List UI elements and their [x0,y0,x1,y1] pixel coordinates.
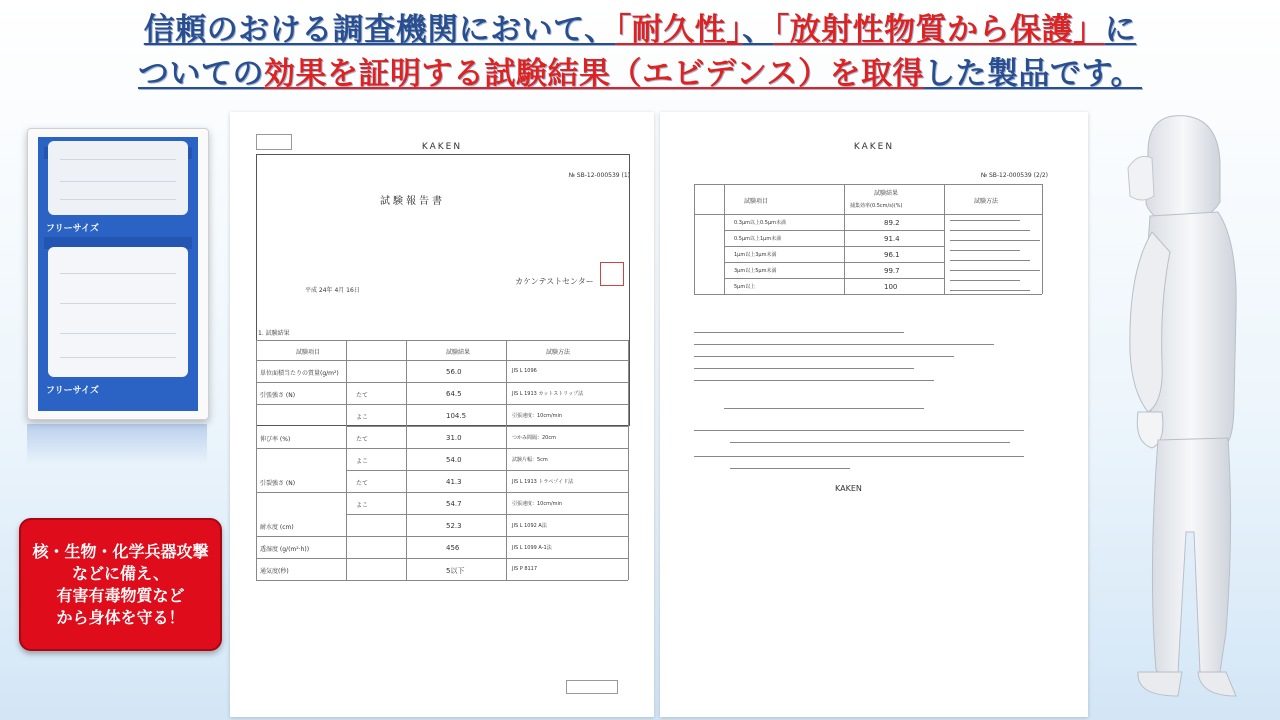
doc1-row-value: 52.3 [446,522,462,530]
doc2-row-value: 91.4 [884,235,900,243]
table-column-rule [724,184,725,294]
doc1-row-sub: よこ [356,458,369,465]
table-column-rule [694,184,695,294]
doc1-title: 試験報告書 [380,196,445,207]
table-rule [256,536,628,537]
doc1-row-item: 伸び率 (%) [260,436,291,443]
doc2-note-line [724,408,924,409]
crease [60,273,176,274]
headline [0,8,1280,96]
callout-line-2: などに備え、 [72,564,169,583]
package-background [38,137,198,411]
doc1-column-header: 試験項目 [296,349,321,356]
table-rule [256,558,628,559]
doc1-report-number: № SB-12-000539 (1) [568,172,630,179]
doc1-row-value: 64.5 [446,390,462,398]
doc2-result-sub-header: 捕集効率(0.5cm/s)(%) [850,203,903,209]
table-rule [950,250,1020,251]
doc1-column-header: 試験方法 [546,349,571,356]
table-rule [694,294,1042,295]
package-bag-lower [48,247,188,377]
protective-suit-photo [1108,112,1258,710]
callout-line-4: から身体を守る！ [56,608,185,627]
table-rule [724,230,944,231]
doc1-row-method: JIS L 1099 A-1法 [512,545,552,551]
doc1-row-method: 引張速度：10cm/min [512,413,563,419]
doc2-row-item: 3μm以上5μm未満 [734,268,777,274]
crease [60,357,176,358]
package-size-label: フリーサイズ [46,224,99,234]
package-bag-upper [48,141,188,215]
crease [60,333,176,334]
doc1-row-item: 透湿度 (g/(m²·h)) [260,546,310,553]
doc2-row-value: 99.7 [884,267,900,275]
doc1-row-item: 耐水度 (cm) [260,524,294,531]
doc1-row-sub: よこ [356,414,369,421]
doc1-row-value: 56.0 [446,368,462,376]
doc2-row-item: 0.5μm以上1μm未満 [734,236,782,242]
doc2-note-line [694,368,914,369]
doc2-column-header: 試験結果 [874,190,899,197]
doc1-row-method: 引張速度：10cm/min [512,501,563,507]
test-report-page-2 [660,112,1088,717]
table-rule [724,278,944,279]
table-rule [950,290,1030,291]
doc2-note-line [694,456,1024,457]
doc1-row-sub: たて [356,436,369,443]
headline-2-segment-0: ついての [138,56,264,92]
table-column-rule [346,340,347,580]
doc2-note-line [694,430,1024,431]
doc1-date: 平成 24年 4月 16日 [305,287,360,294]
table-rule [346,426,628,427]
doc1-section-title: 1. 試験結果 [258,330,290,337]
doc1-client-line [262,214,334,223]
doc1-row-item: 単位面積当たりの質量(g/m²) [260,370,339,377]
table-rule [346,514,628,515]
headline-line-2 [0,52,1280,96]
headline-2-segment-2: した製品です。 [923,56,1142,92]
table-rule [256,404,628,405]
table-rule [724,262,944,263]
doc1-row-method: JIS P 8117 [512,566,538,572]
doc1-row-method: JIS L 1096 [512,368,537,374]
table-rule [950,260,1030,261]
package-reflection [27,424,207,464]
table-column-rule [844,184,845,294]
doc1-column-header: 試験結果 [446,349,471,356]
table-rule [950,220,1020,221]
headline-line-1 [0,8,1280,52]
table-rule [950,240,1040,241]
doc1-row-value: 54.7 [446,500,462,508]
doc1-row-sub: よこ [356,502,369,509]
table-column-rule [406,340,407,580]
doc1-row-method: JIS L 1092 A法 [512,523,547,529]
headline-2-segment-1: 効果を証明する試験結果（エビデンス）を取得 [264,56,924,92]
crease [60,303,176,304]
headline-1-segment-4: に [1104,12,1137,48]
doc1-header: KAKEN [421,142,463,152]
package-size-label-bottom: フリーサイズ [46,386,99,396]
doc1-row-item: 引裂強さ (N) [260,480,296,487]
headline-1-segment-0: 信頼のおける調査機関において、 [143,12,616,48]
crease [60,159,176,160]
doc1-row-value: 41.3 [446,478,462,486]
doc2-note-line [730,442,1010,443]
table-column-rule [628,340,629,580]
doc1-seal-stamp [600,262,624,286]
table-rule [950,270,1040,271]
doc1-center-name: カケンテストセンター [515,277,594,286]
table-column-rule [1042,184,1043,294]
table-rule [694,184,1042,185]
doc2-row-item: 0.3μm以上0.5μm未満 [734,220,787,226]
doc1-row-item: 通気度(秒) [260,568,289,575]
doc1-row-method: JIS L 1913 カットストリップ法 [512,391,584,397]
callout-line-1: 核・生物・化学兵器攻撃 [32,542,209,561]
test-report-page-1 [230,112,654,717]
crease [60,199,176,200]
doc1-row-value: 31.0 [446,434,462,442]
headline-1-segment-1: 「耐久性」 [615,12,743,48]
table-rule [694,214,1042,215]
table-column-rule [256,340,257,580]
doc2-column-header: 試験方法 [974,198,999,205]
doc2-row-value: 96.1 [884,251,900,259]
doc1-row-method: 試験片幅：5cm [512,457,548,463]
doc2-column-header: 試験項目 [744,198,769,205]
doc2-footer-brand: KAKEN [835,484,862,493]
doc2-report-number: № SB-12-000539 (2/2) [980,172,1048,179]
doc2-header: KAKEN [853,142,895,152]
doc1-bottom-stamp [566,680,618,694]
doc1-row-value: 104.5 [446,412,467,420]
doc1-row-item: 引張強さ (N) [260,392,296,399]
doc1-row-sub: たて [356,392,369,399]
table-rule [256,340,628,341]
doc1-row-value: 54.0 [446,456,462,464]
doc1-row-value: 5以下 [446,567,465,575]
table-rule [950,230,1030,231]
doc2-note-line [694,356,954,357]
headline-1-segment-2: 、 [742,12,774,48]
doc1-row-method: つかみ間隔：20cm [512,435,556,441]
doc2-row-item: 5μm以上 [734,284,756,290]
table-column-rule [506,340,507,580]
protection-callout [19,518,222,651]
product-package-photo [27,128,209,420]
table-rule [256,448,628,449]
doc2-note-line [694,380,934,381]
doc1-row-sub: たて [356,480,369,487]
doc2-note-line [730,468,850,469]
doc2-row-value: 100 [884,283,898,291]
doc2-row-value: 89.2 [884,219,900,227]
doc2-note-line [694,332,904,333]
crease [60,181,176,182]
table-rule [256,492,628,493]
table-column-rule [944,184,945,294]
doc1-row-method: JIS L 1913 トラペゾイド法 [512,479,574,485]
doc2-row-item: 1μm以上3μm未満 [734,252,777,258]
callout-line-3: 有害有毒物質など [56,586,185,605]
table-rule [950,280,1020,281]
doc1-row-value: 456 [446,544,460,552]
table-rule [256,580,628,581]
table-rule [724,246,944,247]
doc2-note-line [694,344,994,345]
table-rule [256,382,628,383]
headline-1-segment-3: 「放射性物質から保護」 [773,12,1105,48]
table-rule [346,470,628,471]
table-rule [256,360,628,361]
